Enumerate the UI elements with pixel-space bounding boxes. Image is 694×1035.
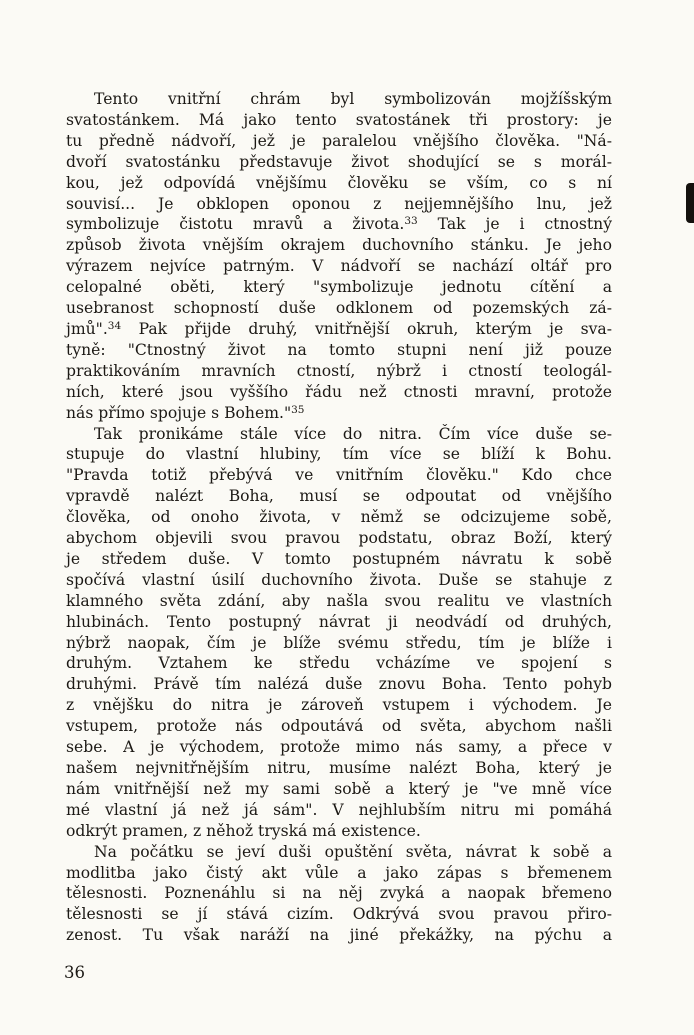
scan-artifact [686, 183, 694, 223]
text-line: Na počátku se jeví duši opuštění světa, návrat k sobě a [94, 842, 612, 861]
text-line: nás přímo spojuje s Bohem."$^{35}$ [66, 403, 305, 422]
text-line: dvoří svatostánku představuje život shodující se s morál- [66, 152, 612, 171]
text-line: kou, jež odpovídá vnějšímu člověku se vším, co s ní [66, 173, 612, 192]
text-line: symbolizuje čistotu mravů a života.$^{33}$ Tak je i ctnostný [66, 215, 612, 234]
text-line: našem nejvnitřnějším nitru, musíme nalézt Boha, který je [66, 759, 612, 777]
text-line: je středem duše. V tomto postupném návratu k sobě [66, 549, 612, 568]
text-line: Tento vnitřní chrám byl symbolizován mojžíšským [94, 90, 612, 108]
text-line: odkrýt pramen, z něhož tryská má existence. [66, 821, 421, 840]
text-line: druhými. Právě tím nalézá duše znovu Boha. Tento pohyb [66, 675, 612, 694]
text-line: způsob života vnějším okrajem duchovního stánku. Je jeho [66, 236, 612, 255]
text-line: sebe. A je východem, protože mimo nás samy, a přece v [66, 738, 612, 757]
text-block [66, 89, 612, 946]
text-line: druhým. Vztahem ke středu vcházíme ve spojení s [66, 654, 612, 673]
text-line: Tak pronikáme stále více do nitra. Čím více duše se- [94, 424, 612, 443]
text-line: modlitba jako čistý akt vůle a jako zápas s břemenem [66, 863, 612, 882]
paragraph [66, 89, 612, 424]
text-line: mé vlastní já než já sám". V nejhlubším nitru mi pomáhá [66, 800, 612, 819]
text-line: usebranost schopností duše odklonem od pozemských zá- [66, 299, 612, 318]
text-line: ních, které jsou vyššího řádu než ctnosti mravní, protože [66, 382, 612, 401]
text-line: celopalné oběti, který "symbolizuje jednotu cítění a [66, 278, 612, 297]
text-line: tyně: "Ctnostný život na tomto stupni není již pouze [66, 340, 612, 359]
text-line: z vnějšku do nitra je zároveň vstupem i východem. Je [66, 696, 612, 715]
text-line: spočívá vlastní úsilí duchovního života. Duše se stahuje z [66, 570, 612, 589]
text-line: tělesnosti se jí stává cizím. Odkrývá svou pravou přiro- [66, 905, 612, 924]
text-line: svatostánkem. Má jako tento svatostánek tři prostory: je [66, 110, 612, 129]
text-line: abychom objevili svou pravou podstatu, obraz Boží, který [66, 529, 612, 548]
text-line: vpravdě nalézt Boha, musí se odpoutat od vnějšího [66, 487, 612, 506]
footnote-marker: 33 [404, 215, 418, 228]
footnote-marker: 35 [291, 403, 305, 416]
footnote-marker: 34 [107, 319, 122, 332]
text-line: nám vnitřnější než my sami sobě a který je "ve mně více [66, 779, 612, 798]
text-line: stupuje do vlastní hlubiny, tím více se blíží k Bohu. [66, 445, 612, 464]
text-line: "Pravda totiž přebývá ve vnitřním člověku." Kdo chce [66, 466, 612, 485]
text-line: klamného světa zdání, aby našla svou realitu ve vlastních [66, 591, 612, 610]
text-line: výrazem nejvíce patrným. V nádvoří se nachází oltář pro [66, 257, 612, 276]
text-line: tělesnosti. Poznenáhlu si na něj zvyká a naopak břemeno [66, 884, 612, 903]
page-number: 36 [64, 963, 85, 982]
text-line: souvisí... Je obklopen oponou z nejjemnějšího lnu, jež [66, 194, 612, 213]
text-line: vstupem, protože nás odpoutává od světa, abychom našli [66, 717, 612, 736]
text-line: zenost. Tu však naráží na jiné překážky, na pýchu a [66, 926, 612, 945]
text-line: praktikováním mravních ctností, nýbrž i ctností teologál- [66, 361, 612, 380]
paragraph [66, 424, 612, 842]
text-line: člověka, od onoho života, v němž se odcizujeme sobě, [66, 508, 612, 527]
text-line: nýbrž naopak, čím je blíže svému středu, tím je blíže i [66, 633, 612, 652]
paragraph [66, 842, 612, 947]
text-line: jmů".$^{34}$ Pak přijde druhý, vnitřnější okruh, kterým je sva- [66, 319, 612, 338]
text-line: hlubinách. Tento postupný návrat ji neodvádí od druhých, [66, 612, 612, 631]
text-line: tu předně nádvoří, jež je paralelou vnějšího člověka. "Ná- [66, 131, 612, 150]
